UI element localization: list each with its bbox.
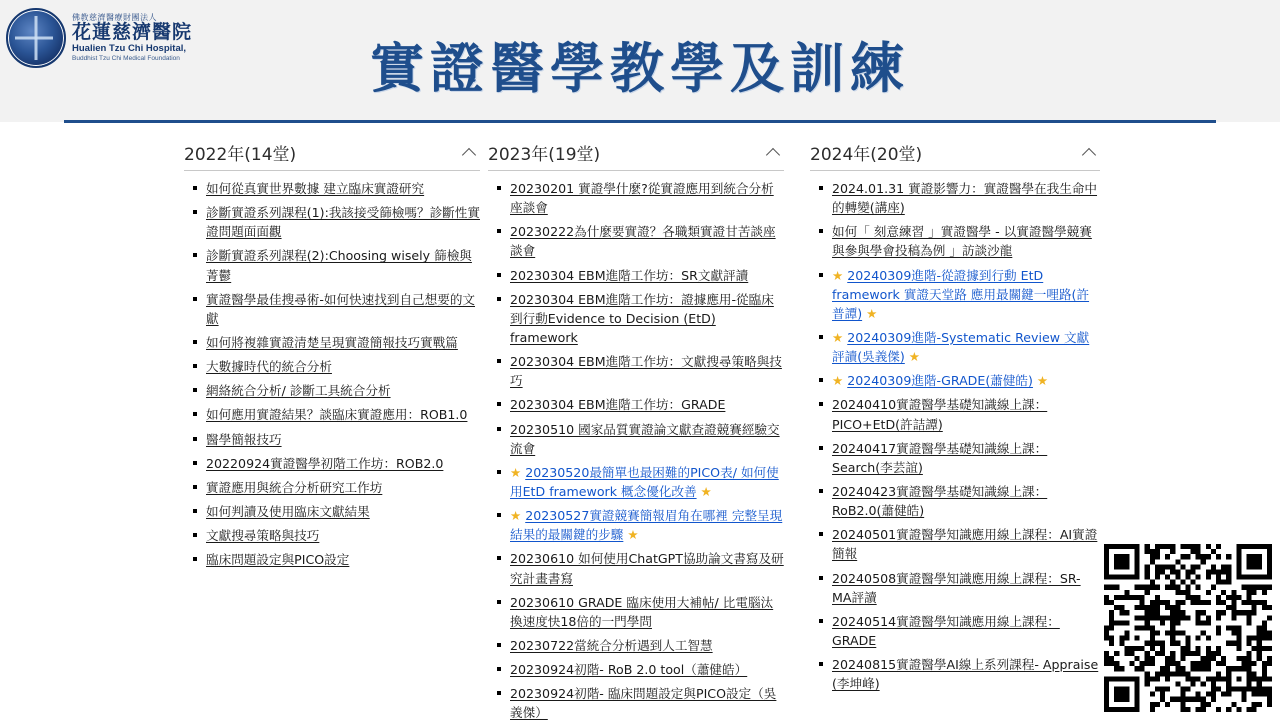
- list-item[interactable]: [510, 290, 784, 347]
- list-item[interactable]: [832, 482, 1100, 520]
- course-link[interactable]: 2024.01.31 實證影響力：實證醫學在我生命中的轉變(講座): [832, 181, 1098, 216]
- course-link[interactable]: 20230304 EBM進階工作坊：文獻搜尋策略與技巧: [510, 354, 782, 389]
- course-columns: [0, 134, 1280, 720]
- course-link[interactable]: 20230201 實證學什麼?從實證應用到統合分析座談會: [510, 181, 774, 216]
- list-item[interactable]: [206, 478, 480, 497]
- list-item[interactable]: [510, 420, 784, 458]
- list-item[interactable]: [206, 550, 480, 569]
- list-item[interactable]: [206, 290, 480, 328]
- page-title: 實證醫學教學及訓練: [370, 37, 910, 100]
- list-item[interactable]: [832, 655, 1100, 693]
- course-link[interactable]: 20240815實證醫學AI線上系列課程- Appraise (李坤峰): [832, 657, 1099, 692]
- title-divider: [64, 120, 1216, 123]
- logo-line-name-en2: Buddhist Tzu Chi Medical Foundation: [72, 55, 180, 63]
- star-icon: ★: [623, 527, 639, 543]
- course-link[interactable]: 20230610 如何使用ChatGPT協助論文書寫及研究計畫書寫: [510, 551, 784, 586]
- list-item[interactable]: [510, 352, 784, 390]
- list-item[interactable]: [832, 395, 1100, 433]
- course-link[interactable]: 20230304 EBM進階工作坊：證據應用-從臨床到行動Evidence to Decision (EtD) framework: [510, 291, 774, 345]
- chevron-up-icon[interactable]: [462, 144, 478, 160]
- course-link[interactable]: 網絡統合分析/ 診斷工具統合分析: [206, 383, 391, 399]
- course-link[interactable]: 20240514實證醫學知識應用線上課程：GRADE: [832, 613, 1060, 648]
- list-item[interactable]: [206, 430, 480, 449]
- list-item[interactable]: [510, 636, 784, 655]
- list-item[interactable]: [206, 179, 480, 198]
- course-link[interactable]: 20240501實證醫學知識應用線上課程：AI實證簡報: [832, 527, 1098, 562]
- course-link[interactable]: 20240309進階-從證據到行動 EtD framework 實證天堂路 應用最關鍵一哩路(許普譚): [832, 267, 1090, 321]
- list-item[interactable]: [510, 660, 784, 679]
- column-2023: [488, 134, 784, 720]
- course-link[interactable]: 20230520最簡單也最困難的PICO表/ 如何使用EtD framework 概念優化改善: [510, 464, 779, 499]
- list-item[interactable]: [832, 612, 1100, 650]
- list-item[interactable]: [510, 463, 784, 501]
- course-link[interactable]: 20240508實證醫學知識應用線上課程：SR-MA評讀: [832, 570, 1081, 605]
- list-item[interactable]: [206, 203, 480, 241]
- course-link[interactable]: 醫學簡報技巧: [206, 431, 282, 447]
- qr-code-image: [1104, 544, 1272, 712]
- course-link[interactable]: 20240417實證醫學基礎知識線上課：Search(李芸誼): [832, 440, 1048, 475]
- course-link[interactable]: 如何「 刻意練習 」實證醫學 - 以實證醫學競賽與參與學會投稿為例 」訪談沙龍: [832, 224, 1092, 259]
- list-item[interactable]: [832, 371, 1100, 390]
- logo-line-name-cn: 花蓮慈濟醫院: [72, 22, 193, 44]
- course-link[interactable]: 臨床問題設定與PICO設定: [206, 552, 350, 568]
- list-item[interactable]: [832, 439, 1100, 477]
- list-item[interactable]: [832, 222, 1100, 260]
- list-item[interactable]: [832, 179, 1100, 217]
- course-list-2024: [810, 179, 1100, 693]
- course-link[interactable]: 如何應用實證結果？談臨床實證應用：ROB1.0: [206, 407, 468, 423]
- logo-line-name-en1: Hualien Tzu Chi Hospital,: [72, 43, 187, 55]
- list-item[interactable]: [510, 222, 784, 260]
- course-link[interactable]: 如何將複雜實證清楚呈現實證簡報技巧實戰篇: [206, 334, 458, 350]
- list-item[interactable]: [206, 246, 480, 284]
- course-link[interactable]: 20230722當統合分析遇到人工智慧: [510, 637, 713, 653]
- course-link[interactable]: 診斷實證系列課程(1):我該接受篩檢嗎？診斷性實證問題面面觀: [206, 205, 480, 240]
- slide-header: [0, 0, 1280, 122]
- list-item[interactable]: [832, 569, 1100, 607]
- list-item[interactable]: [510, 549, 784, 587]
- list-item[interactable]: [206, 381, 480, 400]
- course-list-2022: [184, 179, 480, 569]
- star-icon: ★: [904, 349, 920, 365]
- list-item[interactable]: [510, 266, 784, 285]
- course-link[interactable]: 20230610 GRADE 臨床使用大補帖/ 比電腦汰換速度快18倍的一門學問: [510, 594, 774, 629]
- star-icon: ★: [510, 508, 522, 524]
- column-title-2023: 2023年(19堂): [488, 144, 601, 165]
- list-item[interactable]: [206, 405, 480, 424]
- course-link[interactable]: 20240410實證醫學基礎知識線上課：PICO+EtD(許詰譚): [832, 397, 1048, 432]
- course-link[interactable]: 20230527實證競賽簡報眉角在哪裡 完整呈現結果的最關鍵的步驟: [510, 508, 783, 543]
- course-link[interactable]: 20230304 EBM進階工作坊：SR文獻評讀: [510, 267, 749, 283]
- star-icon: ★: [510, 464, 522, 480]
- list-item[interactable]: [510, 593, 784, 631]
- list-item[interactable]: [832, 328, 1100, 366]
- course-link[interactable]: 20240309進階-Systematic Review 文獻評讀(吳義傑): [832, 329, 1090, 365]
- course-link[interactable]: 20230924初階- RoB 2.0 tool（蕭健皓）: [510, 662, 748, 678]
- course-link[interactable]: 實證應用與統合分析研究工作坊: [206, 479, 383, 495]
- list-item[interactable]: [510, 684, 784, 720]
- star-icon: ★: [696, 483, 712, 499]
- course-link[interactable]: 20230222為什麼要實證？各職類實證甘苦談座談會: [510, 224, 776, 259]
- list-item[interactable]: [510, 395, 784, 414]
- list-item[interactable]: [510, 506, 784, 544]
- course-link[interactable]: 診斷實證系列課程(2):Choosing wisely 篩檢與菁鬱: [206, 248, 472, 283]
- course-list-2023: [488, 179, 784, 720]
- logo-line-foundation: 佛教慈濟醫療財團法人: [72, 13, 157, 23]
- star-icon: ★: [1032, 373, 1049, 389]
- qr-code[interactable]: [1104, 544, 1272, 712]
- list-item[interactable]: [206, 333, 480, 352]
- star-icon: ★: [862, 305, 878, 321]
- list-item[interactable]: [206, 454, 480, 473]
- star-icon: ★: [832, 329, 844, 345]
- column-title-2024: 2024年(20堂): [810, 144, 923, 165]
- star-icon: ★: [832, 373, 844, 389]
- chevron-up-icon[interactable]: [766, 144, 782, 160]
- course-link[interactable]: 20230510 國家品質實證論文獻查證競賽經驗交流會: [510, 421, 780, 456]
- course-link[interactable]: 大數據時代的統合分析: [206, 359, 332, 375]
- list-item[interactable]: [510, 179, 784, 217]
- chevron-up-icon[interactable]: [1082, 144, 1098, 160]
- course-link[interactable]: 20220924實證醫學初階工作坊：ROB2.0: [206, 455, 444, 471]
- course-link[interactable]: 20230924初階- 臨床問題設定與PICO設定（吳義傑）: [510, 686, 777, 720]
- list-item[interactable]: [206, 357, 480, 376]
- course-link[interactable]: 實證醫學最佳搜尋術-如何快速找到自己想要的文獻: [206, 291, 476, 326]
- course-link[interactable]: 如何從真實世界數據 建立臨床實證研究: [206, 181, 425, 196]
- column-2024: [810, 134, 1100, 698]
- course-link[interactable]: 20240423實證醫學基礎知識線上課：RoB2.0(蕭健皓): [832, 483, 1048, 519]
- course-link[interactable]: 20230304 EBM進階工作坊：GRADE: [510, 397, 726, 413]
- course-link[interactable]: 20240309進階-GRADE(蕭健皓): [847, 373, 1033, 389]
- column-title-2022: 2022年(14堂): [184, 144, 297, 165]
- column-header-2022[interactable]: [184, 134, 480, 171]
- list-item[interactable]: [206, 526, 480, 545]
- column-header-2024[interactable]: [810, 134, 1100, 171]
- list-item[interactable]: [832, 525, 1100, 563]
- list-item[interactable]: [832, 266, 1100, 323]
- column-header-2023[interactable]: [488, 134, 784, 171]
- star-icon: ★: [832, 267, 844, 283]
- course-link[interactable]: 如何判讀及使用臨床文獻結果: [206, 503, 370, 519]
- column-2022: [184, 134, 480, 574]
- list-item[interactable]: [206, 502, 480, 521]
- course-link[interactable]: 文獻搜尋策略與技巧: [206, 528, 320, 544]
